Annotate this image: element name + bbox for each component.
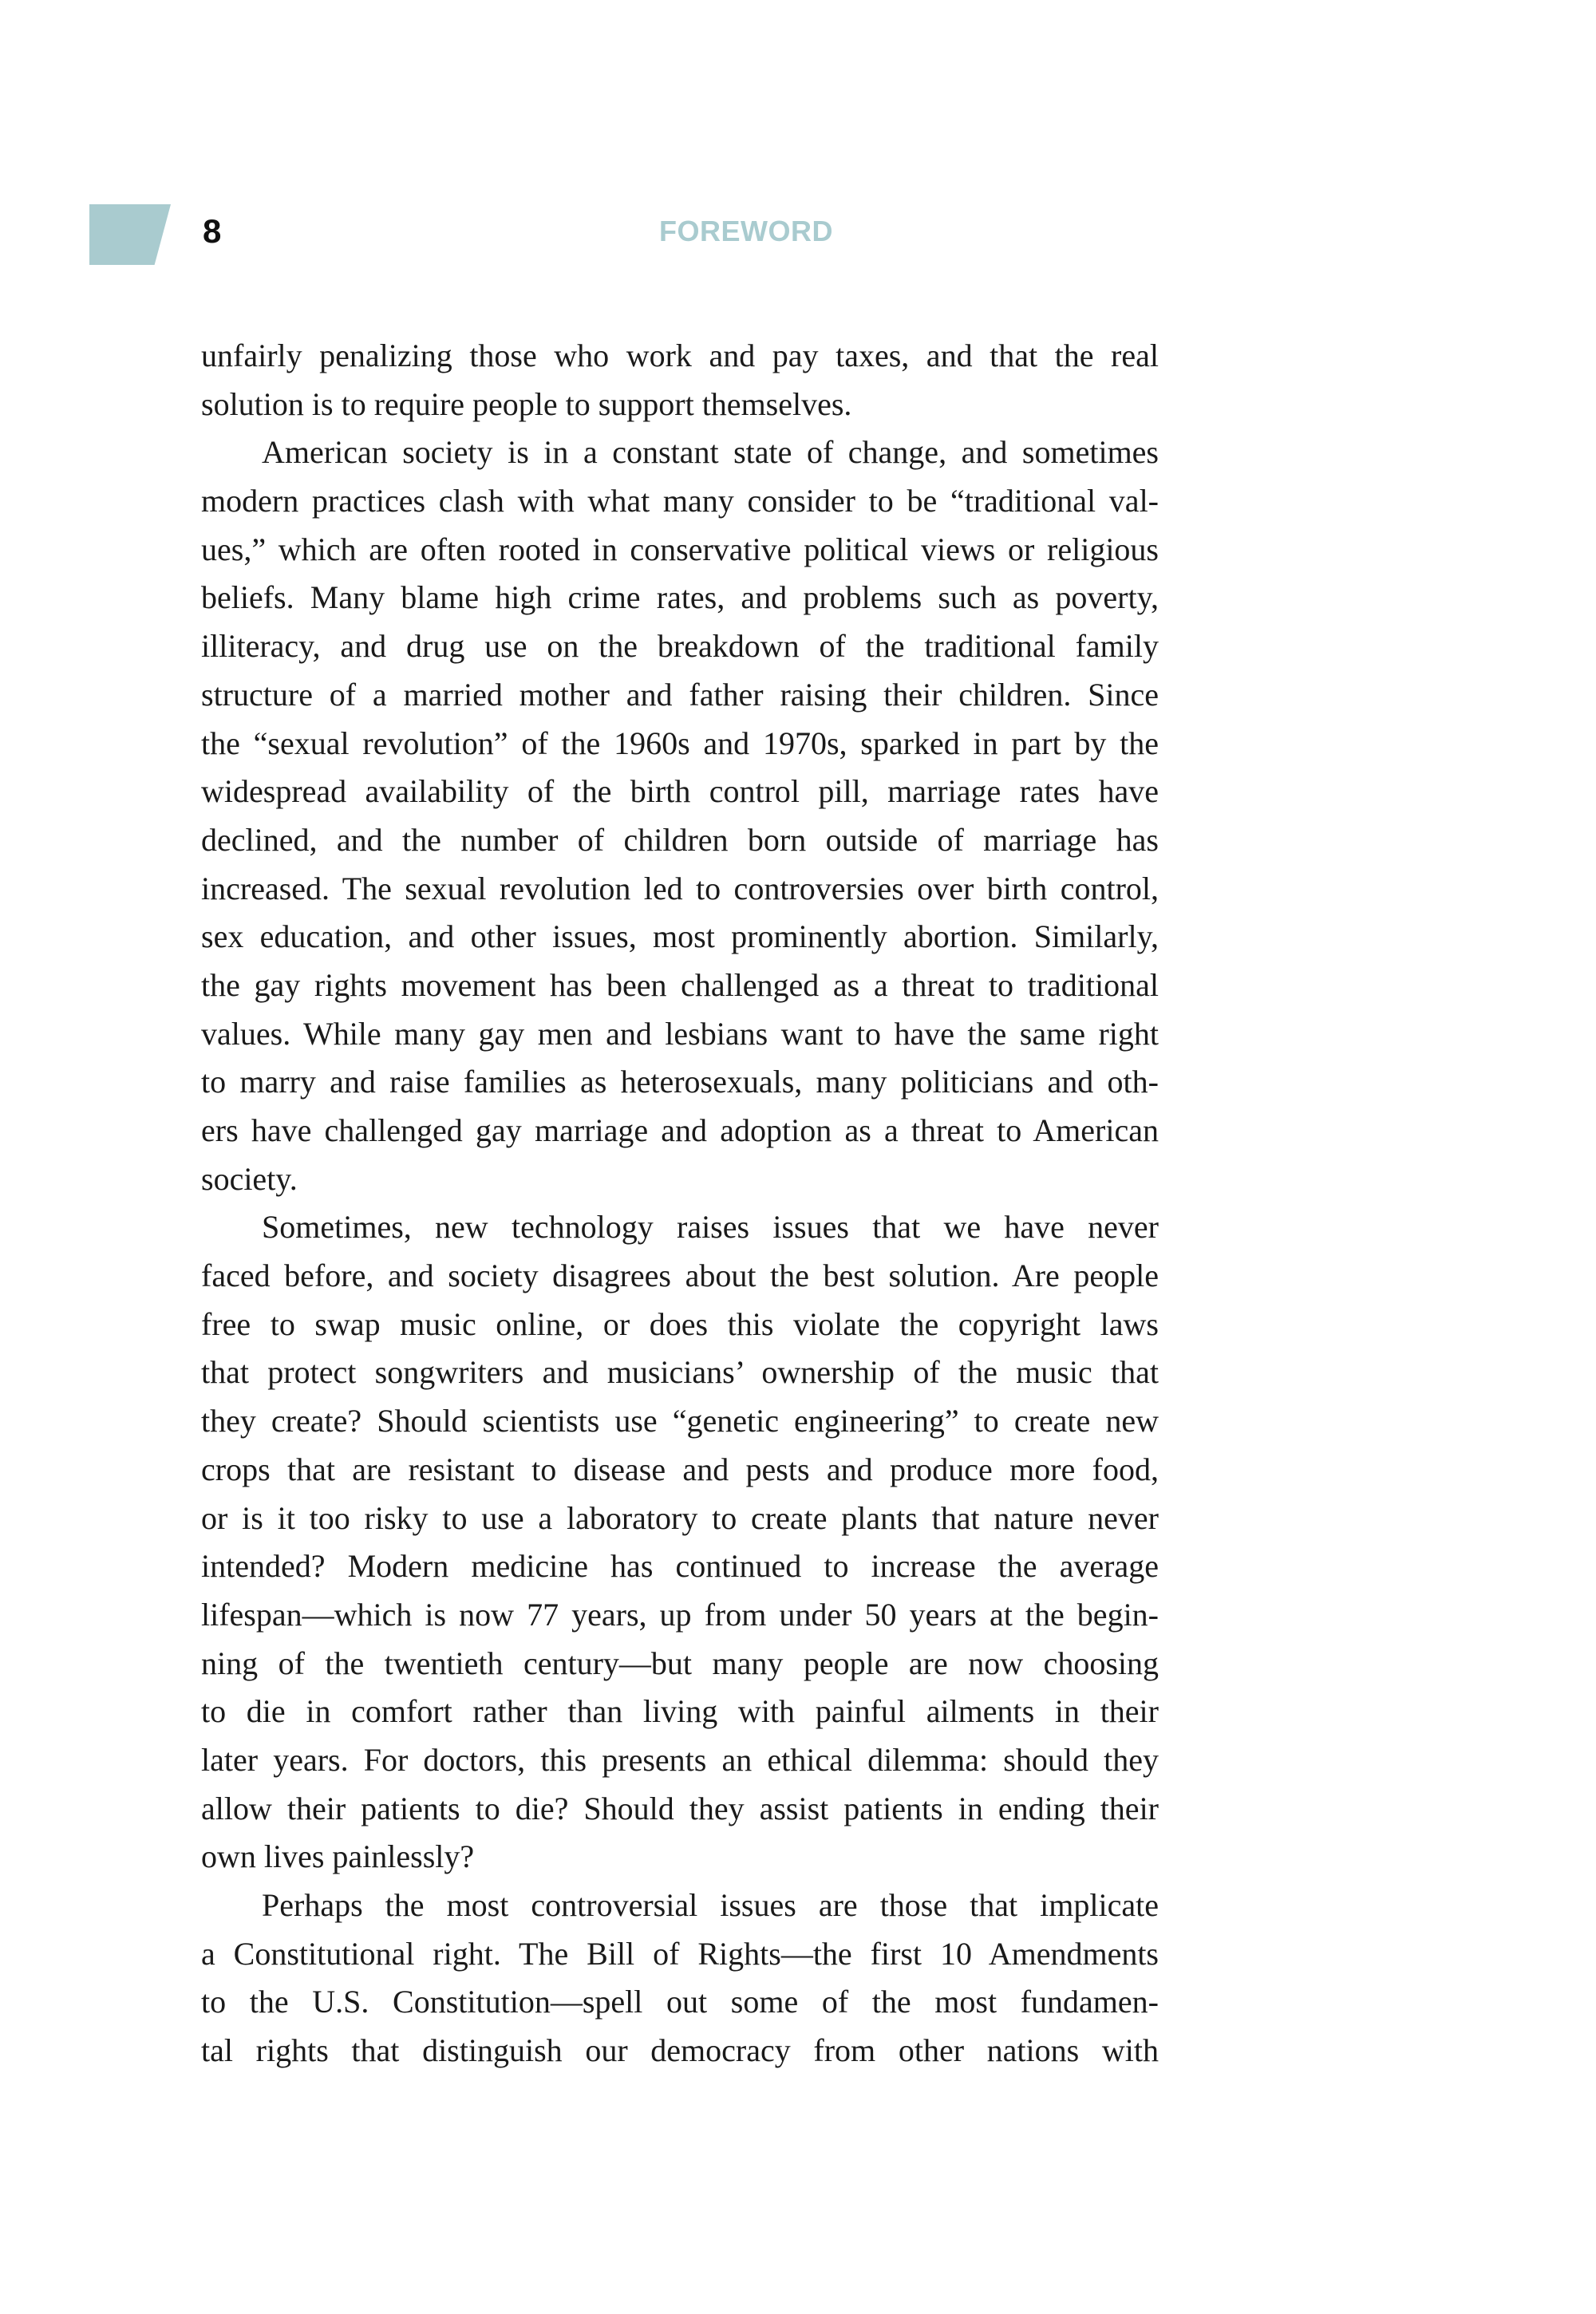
header-tab-decoration <box>89 204 171 265</box>
text-line: to die in comfort rather than living with painful ailments in their <box>201 1693 1159 1730</box>
text-line: faced before, and society disagrees about the best solution. Are people <box>201 1258 1159 1294</box>
running-head: FOREWORD <box>659 215 833 247</box>
text-line: increased. The sexual revolution led to controversies over birth control, <box>201 870 1159 906</box>
text-line: solution is to require people to support themselves. <box>201 385 852 422</box>
text-line: values. While many gay men and lesbians want to have the same right <box>201 1015 1159 1052</box>
text-line: widespread availability of the birth control pill, marriage rates have <box>201 773 1159 810</box>
text-line: Sometimes, new technology raises issues that we have never <box>262 1209 1159 1246</box>
text-line: the “sexual revolution” of the 1960s and 1970s, sparked in part by the <box>201 725 1159 761</box>
text-line: to the U.S. Constitution—spell out some of the most fundamen- <box>201 1984 1159 2020</box>
text-line: that protect songwriters and musicians’ ownership of the music that <box>201 1354 1159 1391</box>
text-line: to marry and raise families as heterosexuals, many politicians and oth- <box>201 1064 1159 1100</box>
text-line: sex education, and other issues, most prominently abortion. Similarly, <box>201 918 1159 955</box>
text-line: own lives painlessly? <box>201 1838 475 1875</box>
text-line: or is it too risky to use a laboratory to create plants that nature never <box>201 1499 1159 1536</box>
text-line: modern practices clash with what many consider to be “traditional val- <box>201 483 1159 519</box>
text-line: the gay rights movement has been challenged as a threat to traditional <box>201 966 1159 1003</box>
text-line: a Constitutional right. The Bill of Rights—the first 10 Amendments <box>201 1935 1159 1972</box>
text-line: society. <box>201 1160 298 1197</box>
text-line: later years. For doctors, this presents an ethical dilemma: should they <box>201 1741 1159 1778</box>
text-line: structure of a married mother and father raising their children. Since <box>201 676 1159 713</box>
text-line: declined, and the number of children born outside of marriage has <box>201 821 1159 858</box>
text-line: Perhaps the most controversial issues are those that implicate <box>262 1887 1159 1923</box>
text-line: crops that are resistant to disease and pests and produce more food, <box>201 1451 1159 1487</box>
body-text <box>201 332 1159 2075</box>
page-number: 8 <box>203 212 222 250</box>
text-line: ues,” which are often rooted in conservative political views or religious <box>201 531 1159 567</box>
text-line: intended? Modern medicine has continued to increase the average <box>201 1548 1159 1585</box>
text-line: ers have challenged gay marriage and adoption as a threat to American <box>201 1112 1159 1148</box>
text-line: free to swap music online, or does this violate the copyright laws <box>201 1305 1159 1342</box>
text-line: American society is in a constant state of change, and sometimes <box>262 434 1159 471</box>
text-line: illiteracy, and drug use on the breakdown of the traditional family <box>201 628 1159 665</box>
text-line: tal rights that distinguish our democracy from other nations with <box>201 2032 1159 2069</box>
text-line: allow their patients to die? Should they assist patients in ending their <box>201 1790 1159 1826</box>
text-line: unfairly penalizing those who work and pay taxes, and that the real <box>201 338 1159 373</box>
text-line: lifespan—which is now 77 years, up from under 50 years at the begin- <box>201 1596 1159 1633</box>
text-line: beliefs. Many blame high crime rates, and problems such as poverty, <box>201 579 1159 616</box>
text-line: ning of the twentieth century—but many people are now choosing <box>201 1645 1159 1681</box>
text-line: they create? Should scientists use “genetic engineering” to create new <box>201 1403 1159 1439</box>
